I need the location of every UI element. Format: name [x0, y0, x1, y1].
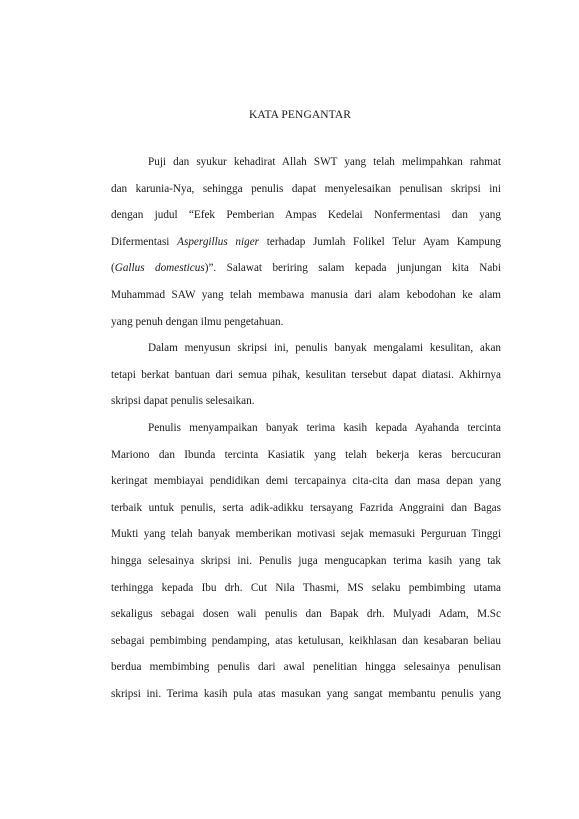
text-line: berdua membimbing penulis dari awal penelitian hingga selesainya penulisan — [111, 661, 501, 674]
paragraph-2 — [111, 335, 501, 415]
text-line: Muhammad SAW yang telah membawa manusia dari alam kebodohan ke alam — [111, 288, 501, 301]
text-line: Penulis menyampaikan banyak terima kasih kepada Ayahanda tercinta — [148, 421, 501, 434]
text-line: skripsi dapat penulis selesaikan. — [111, 395, 255, 408]
italic-species-name: Gallus domesticus — [114, 262, 205, 275]
text-line: keringat membiayai pendidikan demi tercapainya cita-cita dan masa depan yang — [111, 475, 501, 488]
text-line: Puji dan syukur kehadirat Allah SWT yang telah melimpahkan rahmat — [148, 156, 501, 168]
italic-species-name: Aspergillus niger — [177, 235, 260, 248]
text-line: Mukti yang telah banyak memberikan motivasi sejak memasuki Perguruan Tinggi — [111, 528, 501, 541]
text-line: sebagai pembimbing pendamping, atas ketulusan, keikhlasan dan kesabaran beliau — [111, 634, 501, 647]
paragraph-1 — [111, 149, 501, 335]
text-segment: terhadap Jumlah Folikel Telur Ayam Kampung — [259, 235, 502, 248]
body-text — [111, 149, 501, 707]
text-segment: Difermentasi — [111, 235, 178, 248]
text-line — [111, 255, 501, 282]
text-line: yang penuh dengan ilmu pengetahuan. — [111, 315, 284, 328]
text-line: Mariono dan Ibunda tercinta Kasiatik yang telah bekerja keras bercucuran — [111, 448, 501, 461]
text-line: Dalam menyusun skripsi ini, penulis banyak mengalami kesulitan, akan — [148, 342, 501, 355]
text-line: dengan judul “Efek Pemberian Ampas Kedelai Nonfermentasi dan yang — [111, 209, 501, 222]
text-line: dan karunia-Nya, sehingga penulis dapat menyelesaikan penulisan skripsi ini — [111, 182, 501, 195]
text-line: tetapi berkat bantuan dari semua pihak, kesulitan tersebut dapat diatasi. Akhirnya — [111, 368, 501, 381]
text-segment: )”. Salawat beriring salam kepada junjungan kita Nabi — [204, 262, 502, 275]
text-line: hingga selesainya skripsi ini. Penulis juga mengucapkan terima kasih yang tak — [111, 554, 501, 567]
page-title: KATA PENGANTAR — [248, 109, 352, 121]
text-segment: ( — [111, 262, 115, 275]
text-line — [111, 229, 501, 256]
text-line: terhingga kepada Ibu drh. Cut Nila Thasmi, MS selaku pembimbing utama — [111, 581, 501, 594]
text-line: terbaik untuk penulis, serta adik-adikku tersayang Fazrida Anggraini dan Bagas — [111, 501, 501, 514]
paragraph-3 — [111, 415, 501, 708]
text-line: skripsi ini. Terima kasih pula atas masukan yang sangat membantu penulis yang — [111, 687, 501, 700]
text-line: sekaligus sebagai dosen wali penulis dan Bapak drh. Mulyadi Adam, M.Sc — [111, 608, 501, 621]
